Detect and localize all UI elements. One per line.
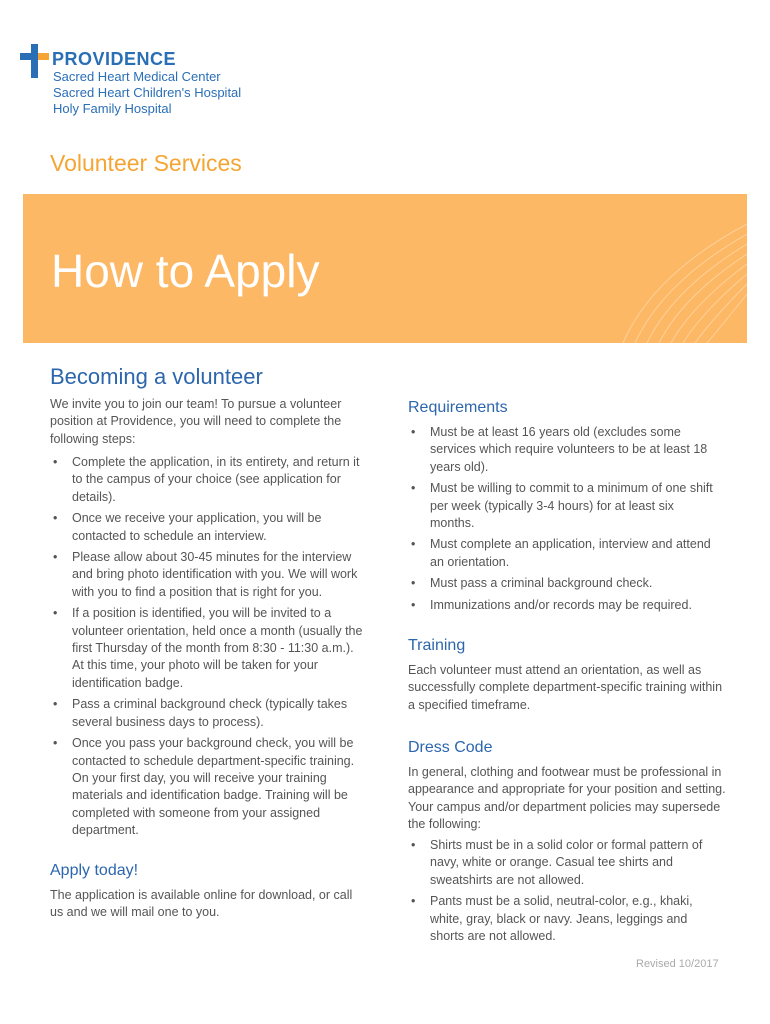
title-banner [23,194,747,343]
list-item: • Complete the application, in its entirety, and return it to the campus of your choice (see application for details). [53,455,360,504]
steps-list [50,454,368,844]
list-item: • Must complete an application, interview and attend an orientation. [411,537,711,569]
list-item: • Pass a criminal background check (typically takes several business days to process). [53,697,348,729]
intro-text: We invite you to join our team! To pursue a volunteer position at Providence, you will need to complete the following steps: [50,397,342,446]
brand-name: PROVIDENCE [52,49,177,69]
dress-code-list [408,837,718,949]
training-text: Each volunteer must attend an orientation, as well as successfully complete department-specific training within a specified timeframe. [408,663,723,712]
dress-code-text: In general, clothing and footwear must be professional in appearance and appropriate for your position and setting. Your campus and/or department policies may supersede the following: [408,765,726,832]
apply-today-heading: Apply today! [50,862,139,879]
page-title: How to Apply [51,245,320,297]
cross-icon [20,44,50,78]
dress-code-heading: Dress Code [408,739,493,756]
list-item: • Once we receive your application, you will be contacted to schedule an interview. [53,511,322,543]
section-label: Volunteer Services [50,150,242,176]
becoming-volunteer-heading: Becoming a volunteer [50,364,263,389]
requirements-heading: Requirements [408,399,508,416]
list-item: • Pants must be a solid, neutral-color, e.g., khaki, white, gray, black or navy. Jeans, leggings and shorts are not allowed. [411,894,693,944]
list-item: • If a position is identified, you will be invited to a volunteer orientation, held once a month (usually the first Thursday of the month from 8:30 - 11:30 a.m.). At this time, your photo will be taken for your identification badge. [53,606,363,690]
requirements-list [408,424,718,618]
apply-text: The application is available online for download, or call us and we will mail one to you. [50,888,353,920]
training-heading: Training [408,637,466,654]
list-item: • Must pass a criminal background check. [411,576,653,591]
list-item: • Once you pass your background check, you will be contacted to schedule department-specific training. On your first day, you will receive your training materials and identification badge. Training will be completed with someone from your assigned department. [53,736,355,838]
list-item: • Shirts must be in a solid color or formal pattern of navy, white or orange. Casual tee shirts and sweatshirts are not allowed. [411,838,703,887]
list-item: • Must be willing to commit to a minimum of one shift per week (typically 3-4 hours) for at least six months. [411,481,713,531]
facility-1: Sacred Heart Medical Center [53,69,221,84]
facility-2: Sacred Heart Children's Hospital [53,85,242,100]
list-item: • Must be at least 16 years old (excludes some services which require volunteers to be at least 18 years old). [411,425,708,474]
list-item: • Immunizations and/or records may be required. [411,597,692,612]
facility-3: Holy Family Hospital [53,101,172,116]
revised-date: Revised 10/2017 [636,958,719,970]
list-item: • Please allow about 30-45 minutes for the interview and bring photo identification with you. We will work with you to find a position that is right for you. [53,550,358,599]
